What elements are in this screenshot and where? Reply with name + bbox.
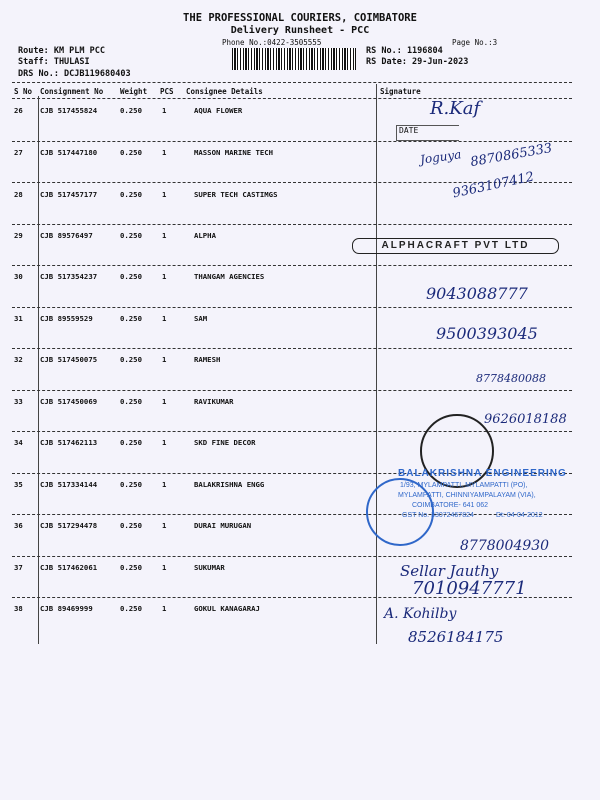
stamp-35-name: BALAKRISHNA ENGINEERING [398, 468, 567, 479]
row-weight: 0.250 [120, 397, 142, 406]
row-consignment: CJB 517447180 [40, 148, 98, 157]
row-consignee: MASSON MARINE TECH [194, 148, 274, 157]
row-consignment: CJB 517455824 [40, 106, 98, 115]
signature-38: A. Kohilby [384, 606, 457, 622]
row-sno: 29 [14, 231, 23, 240]
row-sno: 33 [14, 397, 23, 406]
row-weight: 0.250 [120, 480, 142, 489]
phone-32: 8778480088 [476, 372, 546, 385]
row-consignee: ALPHA [194, 231, 216, 240]
phone-31: 9500393045 [436, 324, 538, 343]
page-number: Page No.:3 [452, 38, 498, 47]
row-consignee: SAM [194, 314, 208, 323]
row-pcs: 1 [162, 355, 167, 364]
row-pcs: 1 [162, 231, 167, 240]
round-seal-35 [366, 478, 434, 546]
stamp-35-addr3: COIMBATORE- 641 062 [412, 502, 488, 509]
barcode [232, 48, 356, 70]
col-pcs: PCS [160, 87, 174, 96]
row-pcs: 1 [162, 521, 167, 530]
row-sno: 32 [14, 355, 23, 364]
row-weight: 0.250 [120, 231, 142, 240]
header-bottom-rule [12, 98, 572, 99]
row-pcs: 1 [162, 106, 167, 115]
row-separator [12, 224, 572, 225]
phone-38: 8526184175 [408, 628, 504, 646]
row-sno: 28 [14, 190, 23, 199]
staff: Staff: THULASI [18, 57, 90, 67]
row-consignee: BALAKRISHNA ENGG [194, 480, 265, 489]
row-consignee: GOKUL KANAGARAJ [194, 604, 260, 613]
row-separator [12, 390, 572, 391]
row-weight: 0.250 [120, 604, 142, 613]
row-consignment: CJB 517334144 [40, 480, 98, 489]
row-consignee: RAMESH [194, 355, 221, 364]
row-consignment: CJB 517457177 [40, 190, 98, 199]
row-pcs: 1 [162, 438, 167, 447]
row-sno: 36 [14, 521, 23, 530]
table-row [0, 604, 600, 645]
rs-number: RS No.: 1196804 [366, 46, 443, 56]
col-weight: Weight [120, 87, 148, 96]
col-signature: Signature [380, 87, 421, 96]
row-pcs: 1 [162, 190, 167, 199]
row-consignment: CJB 517450069 [40, 397, 98, 406]
row-pcs: 1 [162, 604, 167, 613]
company-name: THE PROFESSIONAL COURIERS, COIMBATORE [183, 12, 417, 24]
row-pcs: 1 [162, 480, 167, 489]
row-separator [12, 307, 572, 308]
col-sno: S No [14, 87, 33, 96]
row-consignment: CJB 517462061 [40, 563, 98, 572]
row-weight: 0.250 [120, 563, 142, 572]
row-consignment: CJB 517354237 [40, 272, 98, 281]
row-weight: 0.250 [120, 190, 142, 199]
row-sno: 27 [14, 148, 23, 157]
stamp-35-date: Dt: 04-04-2012 [496, 512, 543, 519]
row-consignment: CJB 89559529 [40, 314, 93, 323]
row-weight: 0.250 [120, 148, 142, 157]
row-consignment: CJB 517294478 [40, 521, 98, 530]
row-sno: 26 [14, 106, 23, 115]
phone-36: 8778004930 [460, 538, 550, 554]
phone-30: 9043088777 [426, 284, 528, 303]
row-sno: 38 [14, 604, 23, 613]
row-consignee: SUPER TECH CASTIMGS [194, 190, 278, 199]
row-consignment: CJB 517462113 [40, 438, 98, 447]
row-separator [12, 141, 572, 142]
row-consignee: SUKUMAR [194, 563, 225, 572]
row-sno: 37 [14, 563, 23, 572]
phone-27: 8870865333 [469, 140, 554, 171]
row-sno: 34 [14, 438, 23, 447]
stamp-29: ALPHACRAFT PVT LTD [352, 238, 559, 254]
row-consignee: DURAI MURUGAN [194, 521, 252, 530]
phone-28: 9363107412 [451, 169, 536, 202]
rs-date: RS Date: 29-Jun-2023 [366, 57, 469, 67]
row-sno: 31 [14, 314, 23, 323]
row-weight: 0.250 [120, 272, 142, 281]
row-pcs: 1 [162, 563, 167, 572]
header-top-rule [12, 82, 572, 83]
route: Route: KM PLM PCC [18, 46, 105, 56]
row-pcs: 1 [162, 397, 167, 406]
row-separator [12, 265, 572, 266]
row-weight: 0.250 [120, 521, 142, 530]
col-consignment: Consignment No [40, 87, 104, 96]
drs-number: DRS No.: DCJB119680403 [18, 69, 131, 79]
row-separator [12, 556, 572, 557]
signature-26: R.Kaf [430, 98, 481, 119]
row-pcs: 1 [162, 148, 167, 157]
phone-33: 9626018188 [484, 412, 567, 427]
signature-37: Sellar Jauthy [400, 562, 499, 580]
row-weight: 0.250 [120, 355, 142, 364]
phone-number: Phone No.:0422-3505555 [222, 38, 322, 47]
row-pcs: 1 [162, 314, 167, 323]
row-separator [12, 514, 572, 515]
row-sno: 30 [14, 272, 23, 281]
row-pcs: 1 [162, 272, 167, 281]
phone-37: 7010947771 [412, 578, 527, 599]
row-sno: 35 [14, 480, 23, 489]
row-weight: 0.250 [120, 438, 142, 447]
stamp-35-addr2: MYLAMPATTI, CHINNIYAMPALAYAM (VIA), [398, 492, 536, 499]
row-consignment: CJB 517450075 [40, 355, 98, 364]
stamp-35-gst: GST No. 33072467824 [402, 512, 474, 519]
row-consignee: SKD FINE DECOR [194, 438, 256, 447]
row-weight: 0.250 [120, 314, 142, 323]
row-consignee: AQUA FLOWER [194, 106, 243, 115]
row-weight: 0.250 [120, 106, 142, 115]
row-consignee: THANGAM AGENCIES [194, 272, 265, 281]
row-separator [12, 348, 572, 349]
document-title: Delivery Runsheet - PCC [230, 25, 370, 36]
col-consignee: Consignee Details [186, 87, 263, 96]
row-consignment: CJB 89469999 [40, 604, 93, 613]
stamp-35-addr1: 1/93, MYLAMPATTI, MYLAMPATTI (PO), [400, 482, 528, 489]
date-box: DATE [396, 125, 459, 141]
row-consignee: RAVIKUMAR [194, 397, 234, 406]
row-consignment: CJB 89576497 [40, 231, 93, 240]
signature-27: Joguya [419, 147, 463, 167]
